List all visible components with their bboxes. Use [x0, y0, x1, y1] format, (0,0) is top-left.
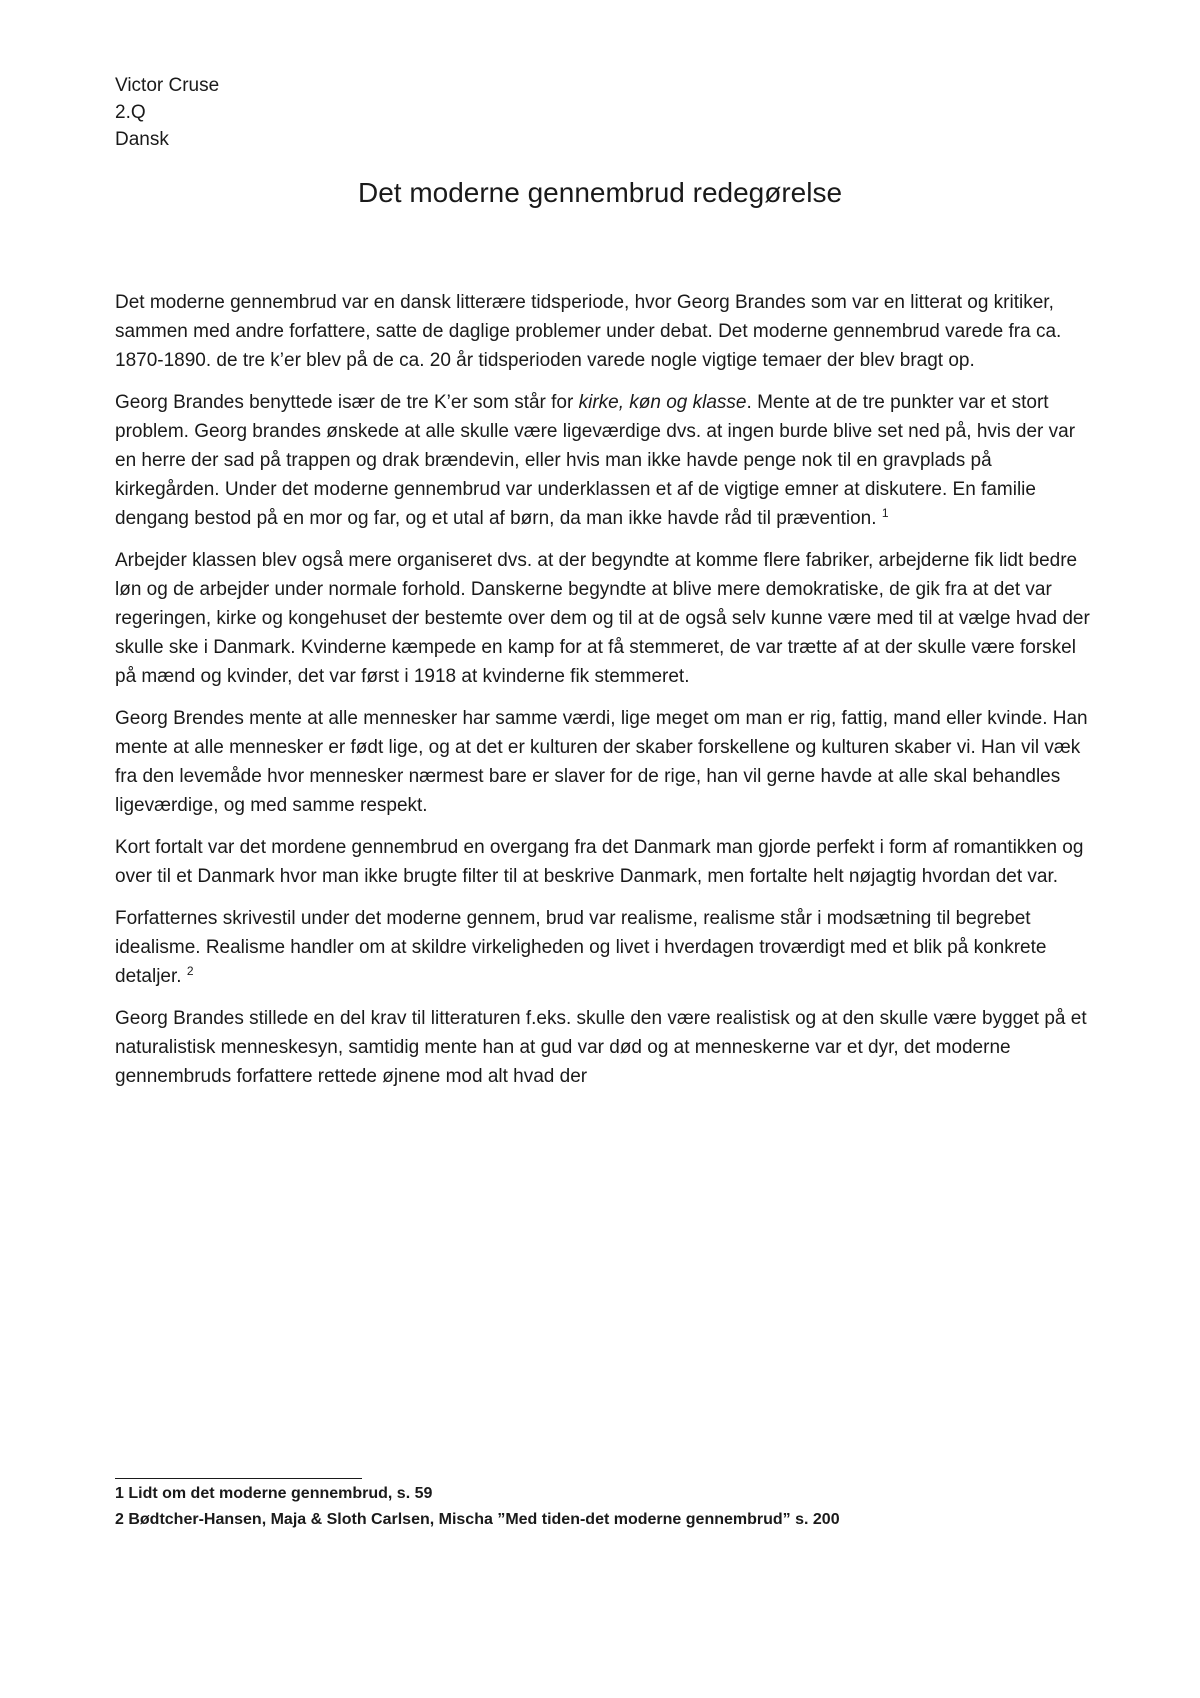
- paragraph-2-text-a: Georg Brandes benyttede især de tre K’er som står for: [115, 392, 579, 413]
- paragraph-2-text-b: . Mente at de tre punkter var et stort problem. Georg brandes ønskede at alle skulle være ligeværdige dvs. at ingen burde blive set ned på, hvis der var en herre der sad på trappen og drak brændevin, eller hvis man ikke havde penge nok til en gravplads på kirkegården. Under det moderne gennembrud var underklassen et af de vigtige emner at diskutere. En familie dengang bestod på en mor og far, og et utal af børn, da man ikke havde råd til prævention.: [115, 392, 1076, 529]
- paragraph-7: Georg Brandes stillede en del krav til litteraturen f.eks. skulle den være realistisk og at den skulle være bygget på et naturalistisk menneskesyn, samtidig mente han at gud var død og at menneskerne var et dyr, det moderne gennembruds forfattere rettede øjnene mod alt hvad der: [115, 1008, 1087, 1087]
- subject-label: Dansk: [115, 129, 169, 150]
- paragraph-3: Arbejder klassen blev også mere organiseret dvs. at der begyndte at komme flere fabriker, arbejderne fik lidt bedre løn og de arbejder under normale forhold. Danskerne begyndte at blive mere demokratiske, de gik fra at det var regeringen, kirke og kongehuset der bestemte over dem og til at de også selv kunne være med til at vælge hvad der skulle ske i Danmark. Kvinderne kæmpede en kamp for at få stemmeret, de var trætte af at der skulle være forskel på mænd og kvinder, det var først i 1918 at kvinderne fik stemmeret.: [115, 550, 1090, 687]
- class-label: 2.Q: [115, 102, 146, 123]
- document-body: [115, 288, 1100, 1104]
- footnote-2: 2 Bødtcher-Hansen, Maja & Sloth Carlsen, Mischa ”Med tiden-det moderne gennembrud” s. 200: [115, 1511, 840, 1528]
- paragraph-6: [115, 904, 1100, 991]
- paragraph-4: Georg Brendes mente at alle mennesker har samme værdi, lige meget om man er rig, fattig, mand eller kvinde. Han mente at alle mennesker er født lige, og at det er kulturen der skaber forskellene og kulturen skaber vi. Han vil væk fra den levemåde hvor mennesker nærmest bare er slaver for de rige, han vil gerne havde at alle skal behandles ligeværdige, og med samme respekt.: [115, 708, 1088, 816]
- paragraph-2: [115, 388, 1100, 533]
- footnote-ref-2: 2: [186, 964, 194, 978]
- author-name: Victor Cruse: [115, 75, 220, 96]
- paragraph-6-text: Forfatternes skrivestil under det moderne gennem, brud var realisme, realisme står i modsætning til begrebet idealisme. Realisme handler om at skildre virkeligheden og livet i hverdagen troværdigt med et blik på konkrete detaljer.: [115, 908, 1047, 987]
- document-header: [115, 72, 219, 153]
- paragraph-5: Kort fortalt var det mordene gennembrud en overgang fra det Danmark man gjorde perfekt i form af romantikken og over til et Danmark hvor man ikke brugte filter til at beskrive Danmark, men fortalte helt nøjagtig hvordan det var.: [115, 837, 1084, 887]
- document-title: Det moderne gennembrud redegørelse: [357, 177, 843, 208]
- footnote-1: 1 Lidt om det moderne gennembrud, s. 59: [115, 1485, 433, 1502]
- paragraph-2-italic: kirke, køn og klasse: [578, 392, 747, 413]
- footnote-separator: [115, 1478, 362, 1479]
- footnote-ref-1: 1: [881, 506, 889, 520]
- paragraph-1: Det moderne gennembrud var en dansk litterære tidsperiode, hvor Georg Brandes som var en litterat og kritiker, sammen med andre forfattere, satte de daglige problemer under debat. Det moderne gennembrud varede fra ca. 1870-1890. de tre k’er blev på de ca. 20 år tidsperioden varede nogle vigtige temaer der blev bragt op.: [115, 292, 1062, 371]
- footnotes: [115, 1481, 840, 1533]
